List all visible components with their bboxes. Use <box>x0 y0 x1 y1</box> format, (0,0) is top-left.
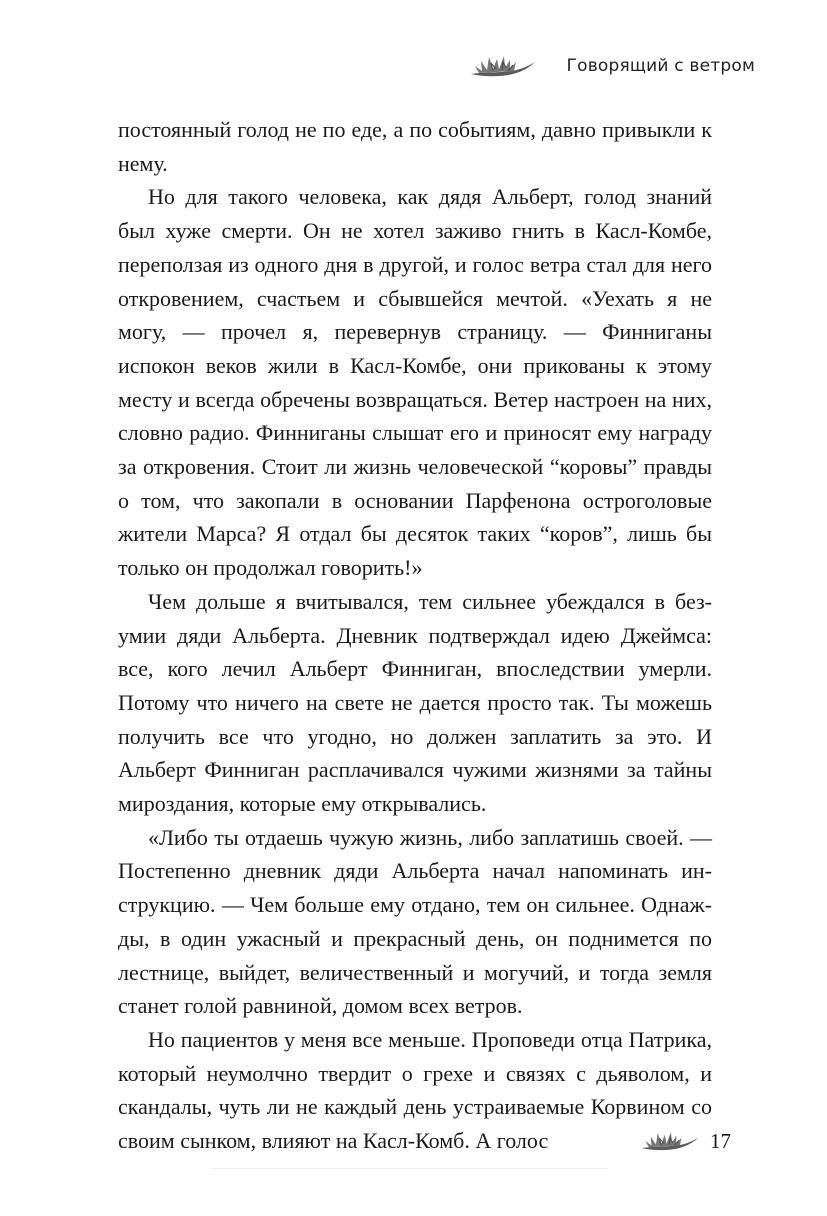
grass-ornament-icon <box>469 52 539 80</box>
paragraph: Но для такого человека, как дядя Альберт, голод знаний был хуже смерти. Он не хотел заживо гнить в Касл-Комбе, переползая из одного дня в другой, и голос ветра стал для него откровением, счастьем и сбывшейся мечтой. «Уехать я не могу, — прочел я, перевернув страницу. — Финниганы испокон веков жили в Касл-Комбе, они прикованы к этому месту и всегда обречены возвращаться. Ветер настроен на них, словно радио. Финниганы слышат его и приносят ему награду за откровения. Стоит ли жизнь человеческой “коровы” правды о том, что закопали в основании Парфенона остроголовые жители Марса? Я отдал бы десяток таких “коров”, лишь бы только он продолжал говорить!» <box>118 184 712 581</box>
page-number: 17 <box>710 1128 731 1153</box>
grass-ornament-icon <box>640 1128 702 1154</box>
body-text <box>118 113 712 1158</box>
paragraph: «Либо ты отдаешь чужую жизнь, либо заплатишь своей. — Постепенно дневник дяди Альберта начал напоминать инструкцию. — Чем больше ему отдано, тем он сильнее. Однажды, в один ужасный и прекрасный день, он поднимется по лестнице, выйдет, величественный и могучий, и тогда земля станет голой равниной, домом всех ветров. <box>118 824 712 1019</box>
page-footer <box>640 1128 731 1154</box>
paragraph: постоянный голод не по еде, а по событиям, давно привыкли к нему. <box>118 117 712 176</box>
bottom-divider <box>212 1168 608 1169</box>
paragraph: Чем дольше я вчитывался, тем сильнее убеждался в безумии дяди Альберта. Дневник подтверждал идею Джеймса: все, кого лечил Альберт Финниган, впоследствии умерли. Потому что ничего на свете не дается просто так. Ты можешь получить все что угодно, но должен заплатить за это. И Альберт Финниган расплачивался чужими жизнями за тайны мироздания, которые ему открывались. <box>118 588 712 817</box>
page-header <box>469 52 755 80</box>
paragraph: Но пациентов у меня все меньше. Проповеди отца Патрика, который неумолчно твердит о грехе и связях с дьяволом, и скандалы, чуть ли не каждый день устраиваемые Корвином со своим сынком, влияют на Касл-Комб. А голос <box>118 1026 712 1154</box>
running-title: Говорящий с ветром <box>566 56 755 76</box>
